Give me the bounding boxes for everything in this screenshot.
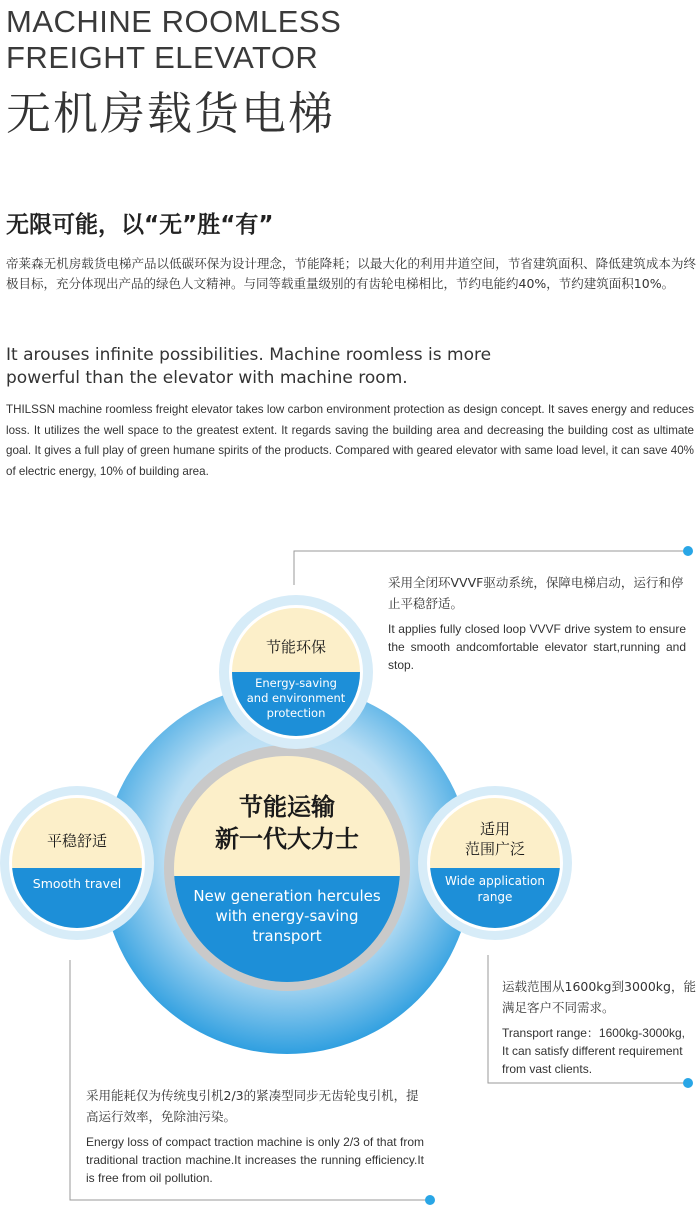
left-badge-halo xyxy=(0,786,154,940)
left-badge xyxy=(9,795,145,931)
title-en-line2: FREIGHT ELEVATOR xyxy=(6,40,319,75)
callout-right-cn: 运载范围从1600kg到3000kg，能满足客户不同需求。 xyxy=(502,979,696,1015)
slogan-en-line1: It arouses infinite possibilities. Machine roomless is more xyxy=(6,345,492,365)
top-badge-halo xyxy=(219,595,373,749)
right-badge-halo xyxy=(418,786,572,940)
callout-right-en-line3: from vast clients. xyxy=(502,1062,593,1076)
callout-top-right xyxy=(388,572,686,674)
top-badge-cn: 节能环保 xyxy=(265,637,326,656)
paragraph-cn: 帝莱森无机房载货电梯产品以低碳环保为设计理念，节能降耗；以最大化的利用井道空间，节省建筑面积、降低建筑成本为终极目标，充分体现出产品的绿色人文精神。与同等载重量级别的有齿轮电梯相比，节约电能约40%，节约建筑面积10%。 xyxy=(6,256,696,291)
right-badge-en-line1: Wide application xyxy=(445,874,545,889)
callout-right-en-line2: It can satisfy different requirement xyxy=(502,1044,683,1058)
paragraph-en: THILSSN machine roomless freight elevator takes low carbon environment protection as design concept. It saves energy and reduces loss. It utilizes the well space to the greatest extent. It regards saving the building area and decreasing the building cost as ultimate goal. It gives a full play of green humane spirits of the products. Compared with geared elevator with same load level, it can save 40% of electric energy, 10% of building area. xyxy=(6,403,694,478)
right-badge-cn-line2: 范围广泛 xyxy=(464,840,525,859)
center-en-line1: New generation hercules xyxy=(193,886,381,905)
top-badge-en-line1: Energy-saving xyxy=(255,676,337,690)
right-badge-en-line2: range xyxy=(477,890,513,905)
center-en-line2: with energy-saving xyxy=(215,906,359,925)
connector-dot-right xyxy=(683,1078,693,1088)
top-badge xyxy=(229,605,363,739)
title-cn: 无机房载货电梯 xyxy=(6,87,336,140)
callout-top-right-cn: 采用全闭环VVVF驱动系统，保障电梯启动，运行和停止平稳舒适。 xyxy=(388,575,684,611)
callout-bottom xyxy=(86,1085,424,1187)
left-badge-cn: 平稳舒适 xyxy=(46,831,107,850)
title-en-line1: MACHINE ROOMLESS xyxy=(6,4,342,39)
center-cn-line1: 节能运输 xyxy=(239,792,335,821)
right-badge xyxy=(427,795,563,931)
center-en-line3: transport xyxy=(252,926,322,945)
callout-top-right-en: It applies fully closed loop VVVF drive system to ensure the smooth andcomfortable elevator start,running and stop. xyxy=(388,622,686,672)
center-badge xyxy=(174,756,400,982)
slogan-cn: 无限可能，以“无”胜“有” xyxy=(6,212,274,238)
slogan-en-line2: powerful than the elevator with machine room. xyxy=(6,368,408,388)
top-badge-en-line3: protection xyxy=(266,706,326,720)
callout-bottom-en: Energy loss of compact traction machine is only 2/3 of that from traditional traction machine.It increases the running efficiency.It is free from oil pollution. xyxy=(86,1135,424,1185)
connector-dot-bottom xyxy=(425,1195,435,1205)
left-badge-en: Smooth travel xyxy=(32,876,122,892)
callout-right-en-line1: Transport range：1600kg-3000kg, xyxy=(502,1026,686,1040)
connector-dot-top-right xyxy=(683,546,693,556)
right-badge-cn-line1: 适用 xyxy=(479,820,510,839)
top-badge-en-line2: and environment xyxy=(246,691,346,705)
center-cn-line2: 新一代大力士 xyxy=(215,824,359,853)
callout-bottom-cn: 采用能耗仅为传统曳引机2/3的紧凑型同步无齿轮曳引机，提高运行效率，免除油污染。 xyxy=(86,1088,419,1124)
callout-right xyxy=(502,976,698,1078)
